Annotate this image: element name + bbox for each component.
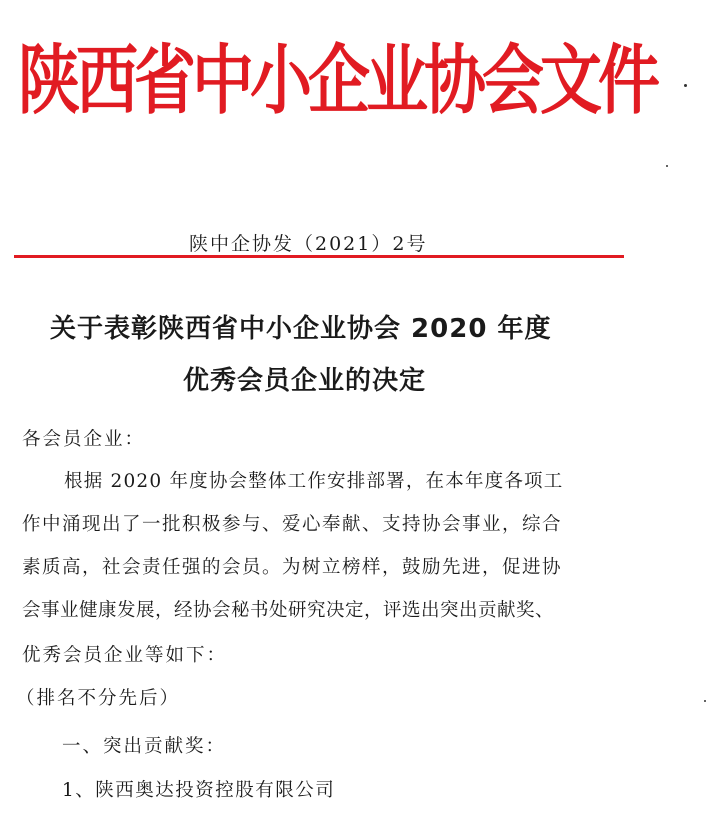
- scan-speck: [666, 165, 668, 167]
- document-title-line-2: 优秀会员企业的决定: [183, 366, 427, 396]
- paragraph-line: 会事业健康发展，经协会秘书处研究决定，评选出突出贡献奖、: [22, 600, 555, 621]
- red-divider-line: [14, 255, 624, 258]
- document-number: 陕中企协发（2021）2号: [189, 233, 428, 255]
- ranking-note: （排名不分先后）: [16, 688, 181, 709]
- masthead-title: 陕西省中小企业协会文件: [18, 35, 657, 125]
- paragraph-line: 作中涌现出了一批积极参与、爱心奉献、支持协会事业，综合: [22, 514, 563, 535]
- paragraph-line: 优秀会员企业等如下：: [22, 645, 228, 666]
- paragraph-line: 根据 2020 年度协会整体工作安排部署，在本年度各项工: [64, 471, 564, 492]
- paragraph-line: 素质高，社会责任强的会员。为树立榜样，鼓励先进，促进协: [22, 557, 563, 578]
- salutation: 各会员企业：: [22, 429, 146, 450]
- scan-speck: [684, 84, 687, 87]
- award-list-item: 1、陕西奥达投资控股有限公司: [62, 780, 336, 801]
- scan-speck: [704, 700, 706, 702]
- section-heading-award: 一、突出贡献奖：: [62, 736, 227, 757]
- document-title-line-1: 关于表彰陕西省中小企业协会 2020 年度: [50, 314, 552, 344]
